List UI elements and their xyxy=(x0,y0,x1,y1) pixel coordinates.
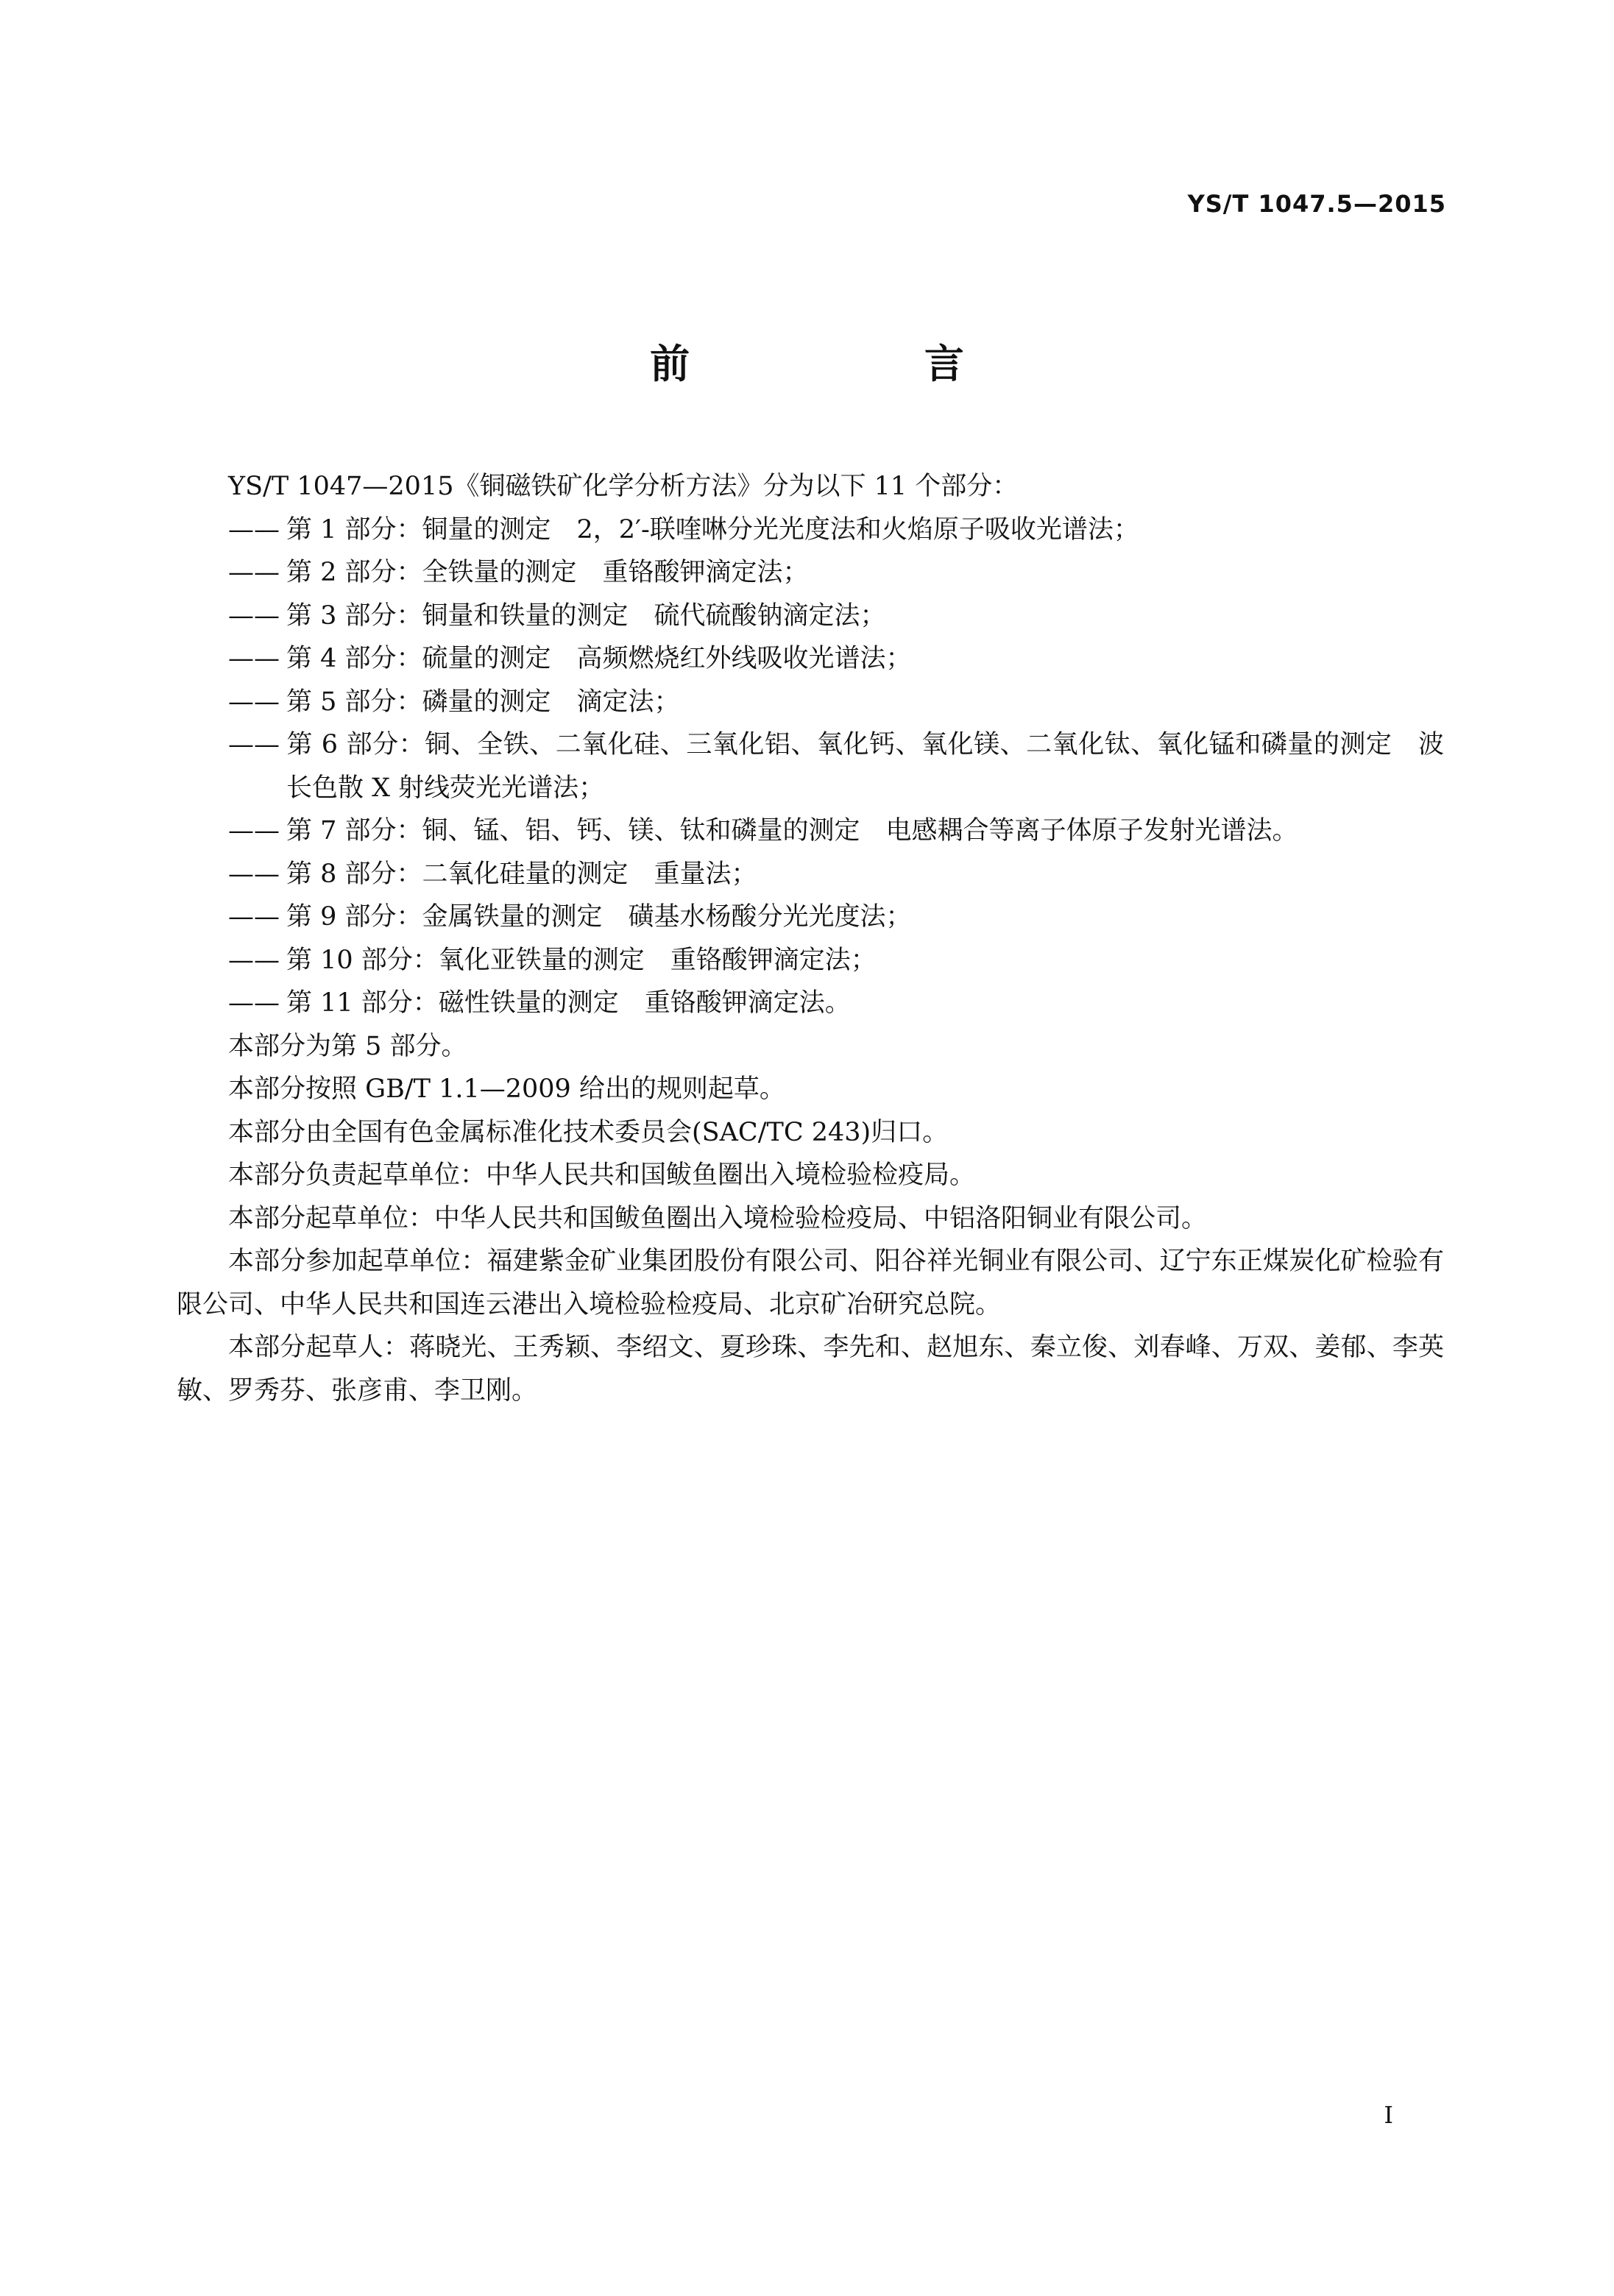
list-item xyxy=(177,939,1444,982)
standard-code: YS/T 1047.5—2015 xyxy=(1187,190,1446,218)
part-method: 硫代硫酸钠滴定法； xyxy=(654,600,886,631)
list-dash: —— xyxy=(228,859,280,889)
paragraph-part-number: 本部分为第 5 部分。 xyxy=(228,1031,467,1061)
part-method: 磺基水杨酸分光光度法； xyxy=(628,902,912,932)
list-item xyxy=(177,681,1444,724)
paragraph-drafting-rules: 本部分按照 GB/T 1.1—2009 给出的规则起草。 xyxy=(228,1074,785,1104)
part-method: 重铬酸钾滴定法； xyxy=(670,945,877,975)
document-body xyxy=(177,465,1444,1412)
part-label: 第 3 部分：铜量和铁量的测定 xyxy=(286,600,629,631)
paragraph-lead-drafting-unit: 本部分负责起草单位：中华人民共和国鲅鱼圈出入境检验检疫局。 xyxy=(228,1161,976,1190)
part-method: 滴定法； xyxy=(576,687,680,717)
page-number: I xyxy=(1384,2101,1393,2129)
part-label: 第 8 部分：二氧化硅量的测定 xyxy=(286,859,629,889)
page-title: 前 言 xyxy=(650,341,1075,387)
list-item xyxy=(177,982,1444,1025)
part-label: 第 2 部分：全铁量的测定 xyxy=(286,558,577,587)
part-label: 第 4 部分：硫量的测定 xyxy=(286,644,551,673)
list-item xyxy=(177,723,1444,809)
part-label: 第 10 部分：氧化亚铁量的测定 xyxy=(286,945,645,975)
list-item xyxy=(177,853,1444,896)
part-label: 第 7 部分：铜、锰、铝、钙、镁、钛和磷量的测定 xyxy=(286,816,860,846)
list-dash: —— xyxy=(228,687,280,717)
list-dash: —— xyxy=(228,558,280,587)
list-item xyxy=(177,637,1444,681)
list-dash: —— xyxy=(228,644,280,673)
list-item xyxy=(177,595,1444,638)
list-dash: —— xyxy=(228,988,280,1018)
list-item xyxy=(177,551,1444,595)
part-label: 第 11 部分：磁性铁量的测定 xyxy=(286,988,619,1018)
part-method: 电感耦合等离子体原子发射光谱法。 xyxy=(885,816,1298,846)
list-item xyxy=(177,809,1444,853)
part-method: 高频燃烧红外线吸收光谱法； xyxy=(576,644,912,673)
paragraph-drafting-units: 本部分起草单位：中华人民共和国鲅鱼圈出入境检验检疫局、中铝洛阳铜业有限公司。 xyxy=(228,1203,1208,1233)
list-dash: —— xyxy=(228,730,280,759)
part-method: 重铬酸钾滴定法。 xyxy=(644,988,851,1018)
paragraph-responsible-committee: 本部分由全国有色金属标准化技术委员会(SAC/TC 243)归口。 xyxy=(228,1117,949,1147)
paragraph-drafters: 本部分起草人：蒋晓光、王秀颖、李绍文、夏珍珠、李先和、赵旭东、秦立俊、刘春峰、万双、姜郁、李英敏、罗秀芬、张彦甫、李卫刚。 xyxy=(177,1333,1444,1406)
list-dash: —— xyxy=(228,600,280,631)
part-label: 第 9 部分：金属铁量的测定 xyxy=(286,902,603,932)
part-method: 波长色散 X 射线荧光光谱法； xyxy=(286,730,1444,803)
list-dash: —— xyxy=(228,945,280,975)
part-method: 重铬酸钾滴定法； xyxy=(602,558,809,587)
intro-paragraph: YS/T 1047—2015《铜磁铁矿化学分析方法》分为以下 11 个部分： xyxy=(228,472,1019,501)
list-dash: —— xyxy=(228,902,280,932)
part-label: 第 1 部分：铜量的测定 xyxy=(286,514,551,545)
part-label: 第 6 部分：铜、全铁、二氧化硅、三氧化铝、氧化钙、氧化镁、二氧化钛、氧化锰和磷量的测定 xyxy=(286,730,1392,759)
paragraph-participating-units: 本部分参加起草单位：福建紫金矿业集团股份有限公司、阳谷祥光铜业有限公司、辽宁东正煤炭化矿检验有限公司、中华人民共和国连云港出入境检验检疫局、北京矿冶研究总院。 xyxy=(177,1247,1444,1319)
list-dash: —— xyxy=(228,816,280,846)
part-label: 第 5 部分：磷量的测定 xyxy=(286,687,551,717)
part-method: 重量法； xyxy=(654,859,757,889)
list-item xyxy=(177,509,1444,552)
list-item xyxy=(177,896,1444,939)
list-dash: —— xyxy=(228,514,280,545)
part-method: 2，2′-联喹啉分光光度法和火焰原子吸收光谱法； xyxy=(576,514,1139,545)
